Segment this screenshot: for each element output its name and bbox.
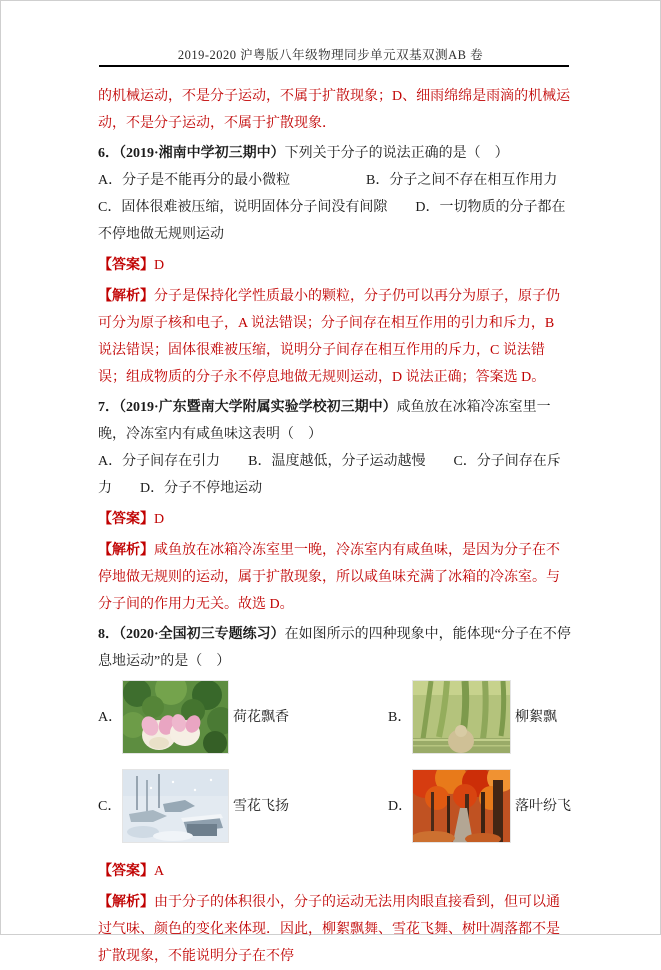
answer-label: 【答案】 — [98, 258, 154, 273]
analysis-label: 【解析】 — [98, 895, 154, 910]
question-7-analysis — [98, 537, 571, 618]
page-header-title: 2019-2020 沪粤版八年级物理同步单元双基双测AB 卷 — [177, 48, 484, 62]
lotus-photo — [122, 680, 229, 754]
question-6-analysis — [98, 283, 571, 391]
image-option-a-label: A． — [98, 709, 123, 725]
image-option-a — [98, 680, 388, 754]
header-divider — [99, 65, 569, 67]
question-7-options: A．分子间存在引力 B．温度越低，分子运动越慢 C．分子间存在斥力 D．分子不停地运动 — [98, 454, 561, 496]
question-8-answer-value: A — [154, 864, 165, 879]
question-7-stem — [98, 394, 571, 448]
question-8-analysis — [98, 889, 571, 970]
question-8-answer — [98, 858, 571, 885]
analysis-label: 【解析】 — [98, 543, 154, 558]
question-7-answer-value: D — [154, 512, 165, 527]
question-6-text: 下列关于分子的说法正确的是（ ） — [284, 146, 509, 161]
question-8-analysis-text: 由于分子的体积很小，分子的运动无法用肉眼直接看到，但可以通过气味、颜色的变化来体现．因此，柳絮飘舞、雪花飞舞、树叶凋落都不是扩散现象，不能说明分子在不停 — [98, 895, 560, 964]
image-option-c-caption: 雪花飞扬 — [233, 798, 289, 814]
image-option-b — [388, 680, 557, 754]
q6-option-b: B．分子之间不存在相互作用力 — [366, 173, 558, 188]
question-6-options-cd: C．固体很难被压缩，说明固体分子间没有间隙 D．一切物质的分子都在不停地做无规则运动 — [98, 200, 566, 242]
image-options-row-1 — [98, 680, 571, 754]
image-options-row-2 — [98, 769, 571, 843]
question-7-answer — [98, 506, 571, 533]
image-option-b-caption: 柳絮飘 — [515, 709, 557, 725]
previous-analysis-continuation: 的机械运动，不是分子运动，不属于扩散现象；D、细雨绵绵是雨滴的机械运动，不是分子运动，不属于扩散现象． — [98, 89, 571, 131]
question-6-options-row-ab — [98, 167, 571, 194]
analysis-label: 【解析】 — [98, 289, 154, 304]
image-option-a-caption: 荷花飘香 — [233, 709, 289, 725]
question-8-stem — [98, 621, 571, 675]
answer-label: 【答案】 — [98, 512, 154, 527]
question-7-analysis-text: 咸鱼放在冰箱冷冻室里一晚，冷冻室内有咸鱼味，是因为分子在不停地做无规则的运动，属于扩散现象，所以咸鱼味充满了冰箱的冷冻室。与分子间的作用力无关。故选 D。 — [98, 543, 560, 612]
question-8-image-options — [98, 680, 571, 843]
image-option-d — [388, 769, 571, 843]
question-6-answer — [98, 252, 571, 279]
image-option-b-label: B． — [388, 709, 412, 725]
question-7-text: 咸鱼放在冰箱冷冻室里一晚，冷冻室内有咸鱼味这表明（ ） — [98, 400, 551, 442]
document-content — [98, 83, 571, 970]
image-option-c-label: C． — [98, 798, 122, 814]
q6-option-a: A．分子是不能再分的最小微粒 — [98, 173, 291, 188]
image-option-d-caption: 落叶纷飞 — [515, 798, 571, 814]
question-6-number-source: 6．（2019·湘南中学初三期中） — [98, 146, 285, 161]
autumn-photo — [412, 769, 511, 843]
image-option-c — [98, 769, 388, 843]
question-7-number-source: 7．（2019·广东暨南大学附属实验学校初三期中） — [98, 400, 397, 415]
question-8-number-source: 8．（2020·全国初三专题练习） — [98, 627, 285, 642]
question-6-stem — [98, 140, 571, 167]
question-6-answer-value: D — [154, 258, 165, 273]
question-6-analysis-text: 分子是保持化学性质最小的颗粒，分子仍可以再分为原子，原子仍可分为原子核和电子，A 说法错误；分子间存在相互作用的引力和斥力，B 说法错误；固体很难被压缩，说明分子间存在相互作用的斥力，C 说法错误；组成物质的分子永不停息地做无规则运动，D 说法正确；答案选 D。 — [98, 289, 560, 385]
question-8-text: 在如图所示的四种现象中，能体现“分子在不停息地运动”的是（ ） — [98, 627, 571, 669]
answer-label: 【答案】 — [98, 864, 154, 879]
image-option-d-label: D． — [388, 798, 413, 814]
snow-photo — [122, 769, 229, 843]
willow-photo — [412, 680, 511, 754]
